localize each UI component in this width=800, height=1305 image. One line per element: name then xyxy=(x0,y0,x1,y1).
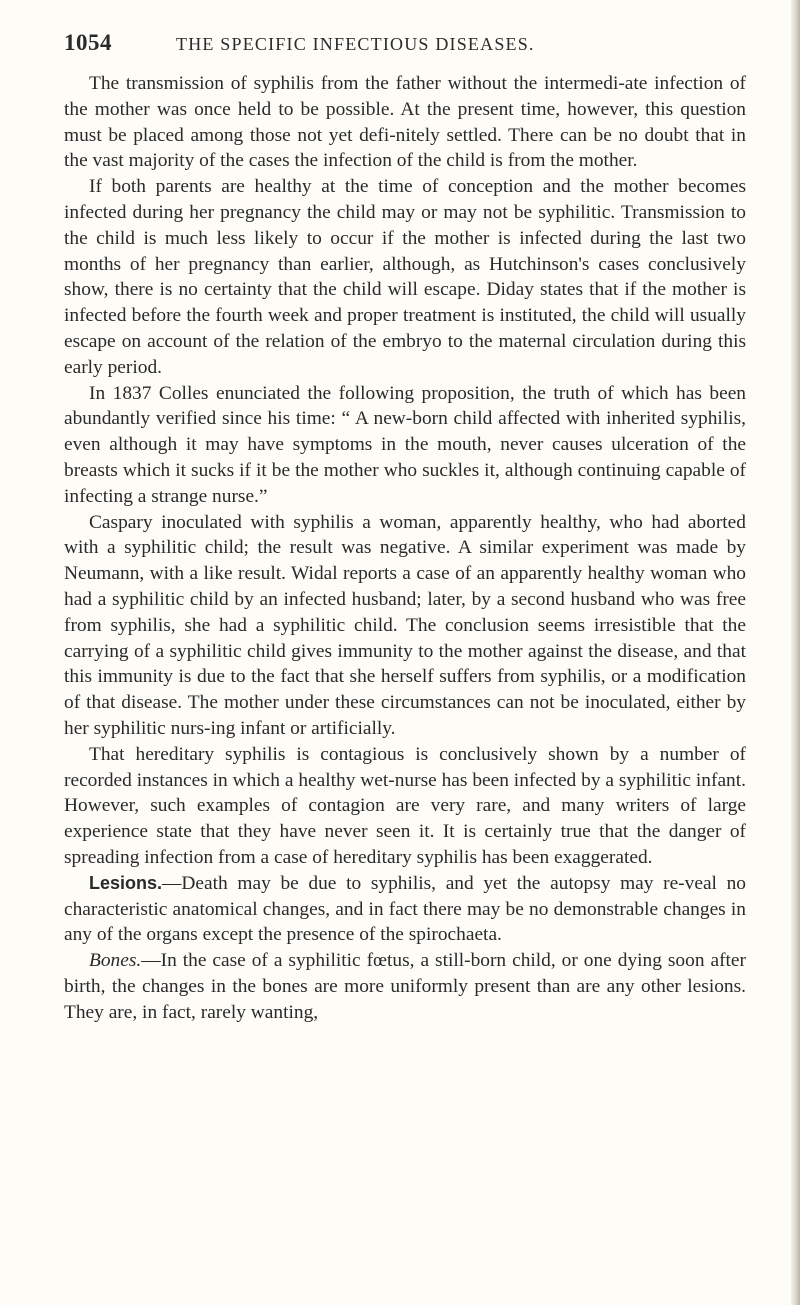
paragraph-lesions xyxy=(64,871,746,948)
paragraph-text: —In the case of a syphilitic fœtus, a still-born child, or one dying soon after birth, the changes in the bones are more uniformly present than are any other lesions. They are, in fact, rarely wanting, xyxy=(64,950,746,1023)
section-lead-lesions: Lesions. xyxy=(89,872,163,893)
paragraph-contagion xyxy=(64,742,746,871)
page-edge-shadow xyxy=(791,0,800,1305)
paragraph-text: The transmission of syphilis from the father without the intermedi-ate infection of the mother was once held to be possible. At the present time, however, this question must be placed among those not yet defi-nitely settled. There can be no doubt that in the vast majority of the cases the infection of the child is from the mother. xyxy=(64,73,746,172)
body-text xyxy=(64,71,746,1025)
section-lead-bones: Bones. xyxy=(89,950,142,972)
paragraph-maternal-infection xyxy=(64,174,746,380)
paragraph-text: Caspary inoculated with syphilis a woman, apparently healthy, who had aborted with a syphilitic child; the result was negative. A similar experiment was made by Neumann, with a like result. Widal reports a case of an apparently healthy woman who had a syphilitic child by an infected husband; later, by a second husband who was free from syphilis, she had a syphilitic child. The conclusion seems irresistible that the carrying of a syphilitic child gives immunity to the mother against the disease, and that this immunity is due to the fact that she herself suffers from syphilis, or a modification of that disease. The mother under these circumstances can not be inoculated, either by her syphilitic nurs-ing infant or artificially. xyxy=(64,511,746,739)
page-number: 1054 xyxy=(64,30,112,55)
paragraph-text: If both parents are healthy at the time of conception and the mother becomes infected during her pregnancy the child may or may not be syphilitic. Transmission to the child is much less likely to occur if the mother is infected during the last two months of her pregnancy than earlier, although, as Hutchinson's cases conclusively show, there is no certainty that the child will escape. Diday states that if the mother is infected before the fourth week and proper treatment is instituted, the child will usually escape on account of the relation of the embryo to the maternal circulation during this early period. xyxy=(64,176,746,378)
paragraph-paternal-transmission xyxy=(64,71,746,174)
paragraph-text: That hereditary syphilis is contagious is conclusively shown by a number of recorded instances in which a healthy wet-nurse has been infected by a syphilitic infant. However, such examples of contagion are very rare, and many writers of large experience state that they have never seen it. It is certainly true that the danger of spreading infection from a case of hereditary syphilis has been exaggerated. xyxy=(64,743,746,868)
paragraph-bones xyxy=(64,948,746,1025)
paragraph-text: In 1837 Colles enunciated the following proposition, the truth of which has been abundantly verified since his time: “ A new-born child affected with inherited syphilis, even although it may have symptoms in the mouth, never causes ulceration of the breasts which it sucks if it be the mother who suckles it, although continuing capable of infecting a strange nurse.” xyxy=(64,382,746,507)
running-head: THE SPECIFIC INFECTIOUS DISEASES. xyxy=(176,34,535,54)
paragraph-caspary-experiment xyxy=(64,510,746,742)
page-header xyxy=(64,30,746,60)
paragraph-colles-law xyxy=(64,381,746,510)
paragraph-text: —Death may be due to syphilis, and yet the autopsy may re-veal no characteristic anatomical changes, and in fact there may be no demonstrable changes in any of the organs except the presence of the spirochaeta. xyxy=(64,872,746,946)
